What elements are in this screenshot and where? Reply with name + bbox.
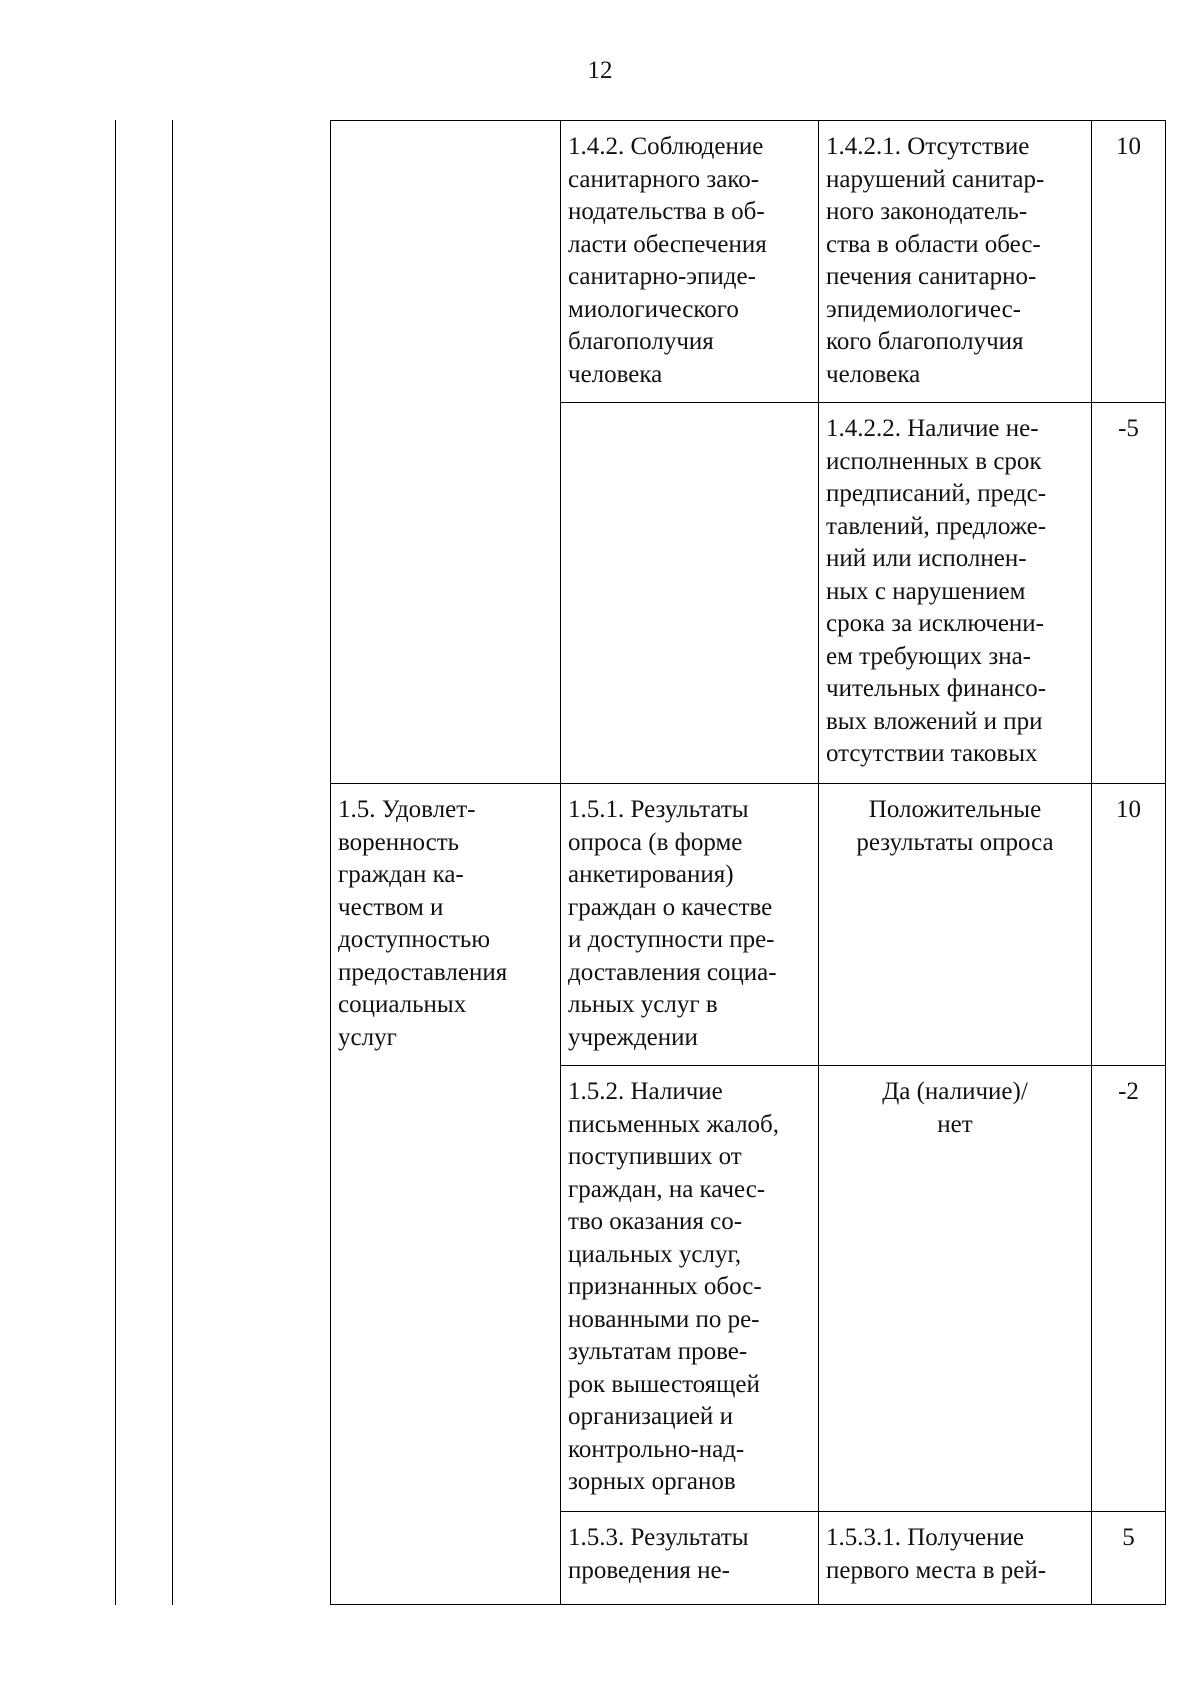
indicator-cell [561,784,819,1066]
table-left-border [115,120,116,1605]
criterion-text: 1.5. Удовлет- воренность граждан ка- чеством и доступностью предоставления социальных услуг [338,796,508,1051]
criteria-table [330,120,1166,1605]
measure-text: 1.4.2.2. Наличие не- исполненных в срок предписаний, предс- тавлений, предложе- ний или исполнен- ных с нарушением срока за исключени- ем требующих зна- чительных финансо- вых вложений и при отсутствии таковых [826,415,1047,767]
table-row [331,121,1166,403]
score-text: 10 [1116,796,1141,823]
score-text: -2 [1118,1078,1139,1105]
score-text: 5 [1122,1524,1135,1551]
page-number: 12 [587,57,613,84]
indicator-text: 1.4.2. Соблюдение санитарного зако- нодательства в об- ласти обеспечения санитарно-эпиде- миологического благополучия человека [568,133,767,388]
measure-cell [819,403,1092,784]
column-divider-1 [172,120,173,1605]
measure-cell [819,121,1092,403]
measure-text: 1.4.2.1. Отсутствие нарушений санитар- ного законодатель- ства в области обес- печения санитарно- эпидемиологичес- кого благополучия человека [826,133,1045,388]
measure-text: 1.5.3.1. Получение первого места в рей- [826,1524,1047,1584]
measure-cell [819,784,1092,1066]
measure-text: Да (наличие)/ нет [882,1078,1028,1138]
score-text: 10 [1116,133,1141,160]
indicator-text: 1.5.2. Наличие письменных жалоб, поступивших от граждан, на качес- тво оказания со- циальных услуг, признанных обос- нованными по ре- зультатам прове- рок вышестоящей организацией и контрольно-над- зорных органов [568,1078,780,1495]
indicator-cell-empty [561,403,819,784]
score-cell [1092,784,1166,1066]
measure-cell [819,1066,1092,1512]
indicator-text: 1.5.3. Результаты проведения не- [568,1524,749,1584]
criterion-cell-empty [331,121,561,784]
score-cell [1092,403,1166,784]
indicator-cell [561,121,819,403]
measure-cell [819,1512,1092,1605]
score-cell [1092,1512,1166,1605]
score-text: -5 [1118,415,1139,442]
score-cell [1092,1066,1166,1512]
indicator-cell [561,1066,819,1512]
table-row [331,784,1166,1066]
score-cell [1092,121,1166,403]
measure-text: Положительные результаты опроса [856,796,1054,856]
indicator-cell [561,1512,819,1605]
indicator-text: 1.5.1. Результаты опроса (в форме анкетирования) граждан о качестве и доступности пре- доставления социа- льных услуг в учреждении [568,796,777,1051]
criterion-cell [331,784,561,1605]
